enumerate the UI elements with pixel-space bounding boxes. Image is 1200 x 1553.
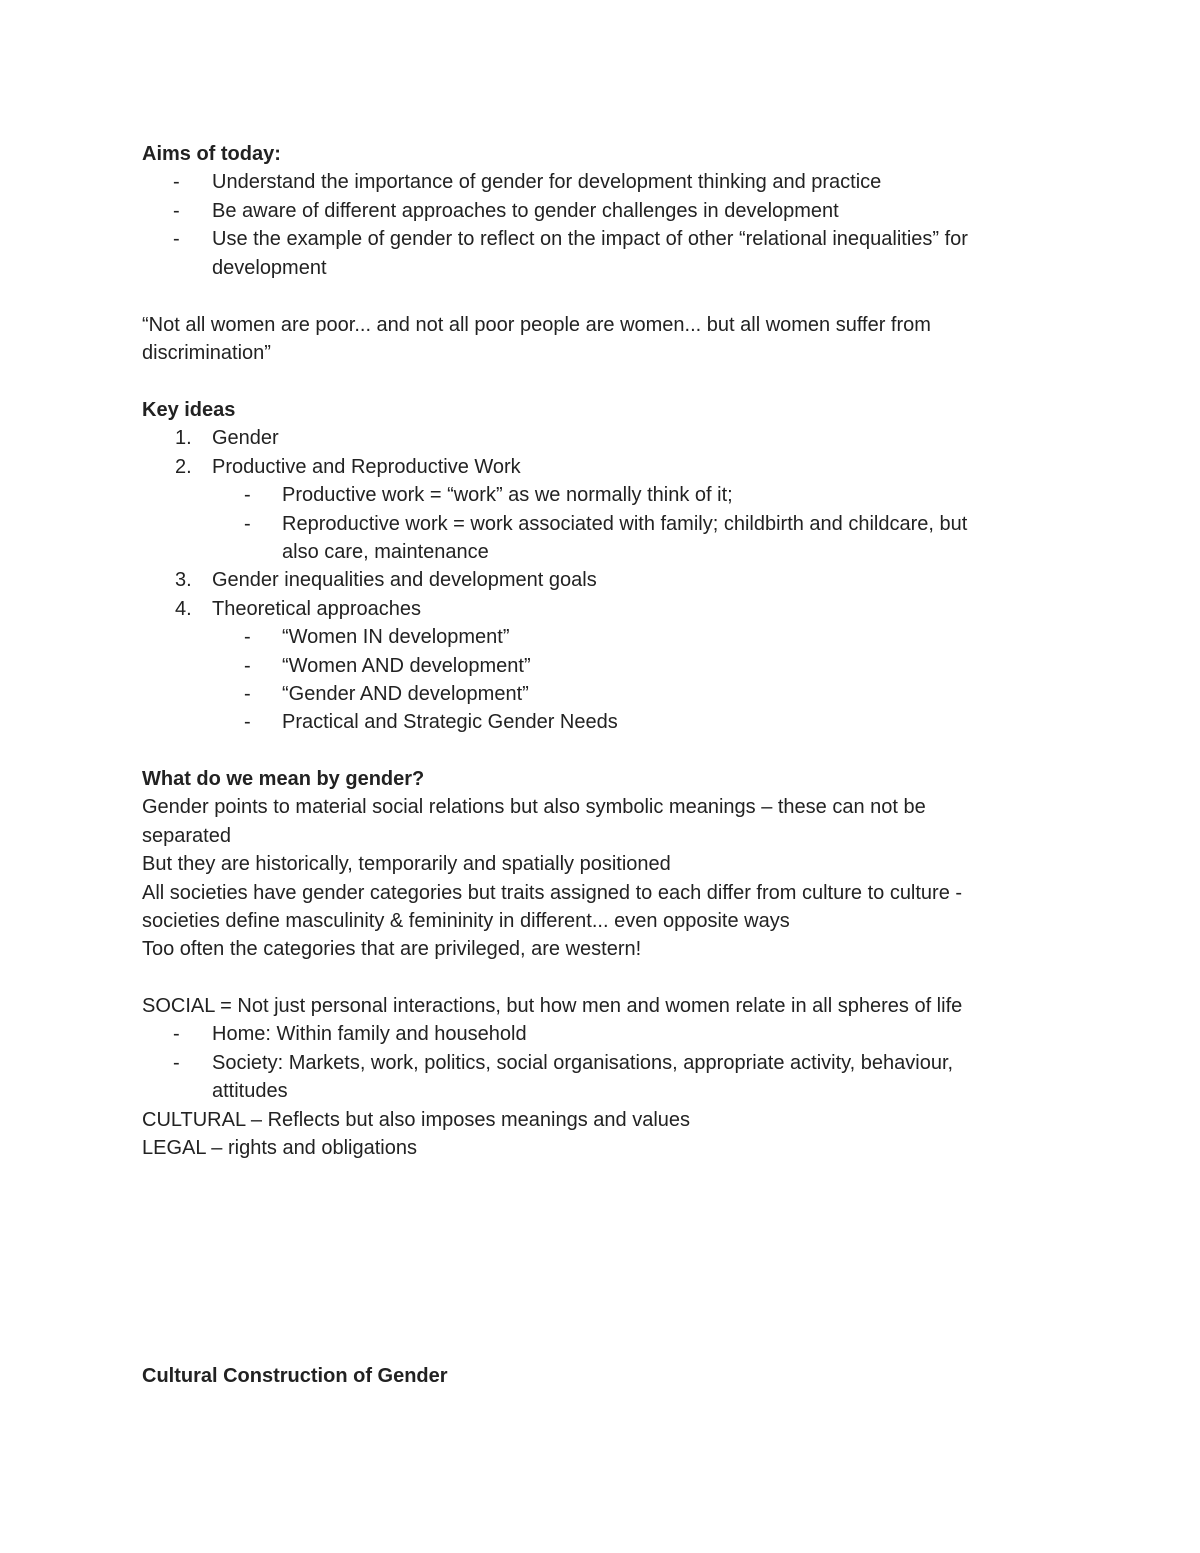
social-item: - Society: Markets, work, politics, social organisations, appropriate activity, behaviour, bbox=[142, 1049, 1042, 1077]
aims-item: - Be aware of different approaches to gender challenges in development bbox=[142, 197, 1042, 225]
paragraph-line: All societies have gender categories but traits assigned to each differ from culture to culture - bbox=[142, 881, 963, 904]
paragraph-line: Gender points to material social relations but also symbolic meanings – these can not be bbox=[142, 796, 926, 819]
bullet-dash: - bbox=[244, 711, 251, 734]
key-idea-subitem: - “Women IN development” bbox=[142, 623, 1042, 651]
social-section bbox=[142, 992, 1042, 1162]
cultural-construction-section bbox=[142, 1362, 1042, 1390]
paragraph-line: societies define masculinity & femininity in different... even opposite ways bbox=[142, 909, 790, 932]
social-intro: SOCIAL = Not just personal interactions, but how men and women relate in all spheres of life bbox=[142, 995, 963, 1017]
key-idea-subitem: - Productive work = “work” as we normally think of it; bbox=[142, 481, 1042, 509]
social-item: - Home: Within family and household bbox=[142, 1020, 1042, 1048]
bullet-dash: - bbox=[244, 484, 251, 507]
key-ideas-heading: Key ideas bbox=[142, 399, 236, 421]
bullet-dash: - bbox=[244, 626, 251, 649]
bullet-dash: - bbox=[173, 199, 180, 222]
quote-section bbox=[142, 311, 1042, 368]
gender-meaning-section bbox=[142, 765, 1042, 964]
cultural-construction-heading: Cultural Construction of Gender bbox=[142, 1365, 448, 1387]
aims-section bbox=[142, 140, 1042, 282]
bullet-dash: - bbox=[244, 682, 251, 705]
paragraph-line: separated bbox=[142, 824, 231, 847]
key-idea-item: 3. Gender inequalities and development goals bbox=[175, 569, 597, 592]
key-idea-subitem: - Reproductive work = work associated with family; childbirth and childcare, but bbox=[142, 510, 1042, 538]
key-idea-subitem: - “Women AND development” bbox=[142, 652, 1042, 680]
bullet-dash: - bbox=[173, 228, 180, 251]
bullet-dash: - bbox=[244, 654, 251, 677]
social-item-continuation: attitudes bbox=[212, 1080, 288, 1103]
cultural-line: CULTURAL – Reflects but also imposes meanings and values bbox=[142, 1108, 691, 1131]
key-idea-item: 1. Gender bbox=[175, 427, 279, 450]
key-idea-subitem-continuation: also care, maintenance bbox=[282, 540, 489, 563]
quote-line: discrimination” bbox=[142, 342, 271, 365]
key-ideas-section bbox=[142, 396, 1042, 737]
aims-heading: Aims of today: bbox=[142, 143, 281, 165]
aims-item: - Use the example of gender to reflect on the impact of other “relational inequalities” for bbox=[142, 225, 1042, 253]
bullet-dash: - bbox=[173, 1023, 180, 1046]
bullet-dash: - bbox=[173, 171, 180, 194]
bullet-dash: - bbox=[173, 1051, 180, 1074]
key-idea-item: 4. Theoretical approaches bbox=[175, 597, 422, 620]
legal-line: LEGAL – rights and obligations bbox=[142, 1136, 417, 1159]
paragraph-line: Too often the categories that are privileged, are western! bbox=[142, 938, 642, 961]
paragraph-line: But they are historically, temporarily and spatially positioned bbox=[142, 853, 671, 876]
gender-meaning-heading: What do we mean by gender? bbox=[142, 768, 425, 790]
aims-item: - Understand the importance of gender for development thinking and practice bbox=[142, 168, 1042, 196]
key-idea-subitem: - Practical and Strategic Gender Needs bbox=[142, 708, 1042, 736]
aims-item-continuation: development bbox=[212, 256, 327, 279]
key-idea-subitem: - “Gender AND development” bbox=[142, 680, 1042, 708]
bullet-dash: - bbox=[244, 512, 251, 535]
quote-line: “Not all women are poor... and not all poor people are women... but all women suffer from bbox=[142, 314, 931, 336]
key-idea-item: 2. Productive and Reproductive Work bbox=[175, 455, 521, 478]
